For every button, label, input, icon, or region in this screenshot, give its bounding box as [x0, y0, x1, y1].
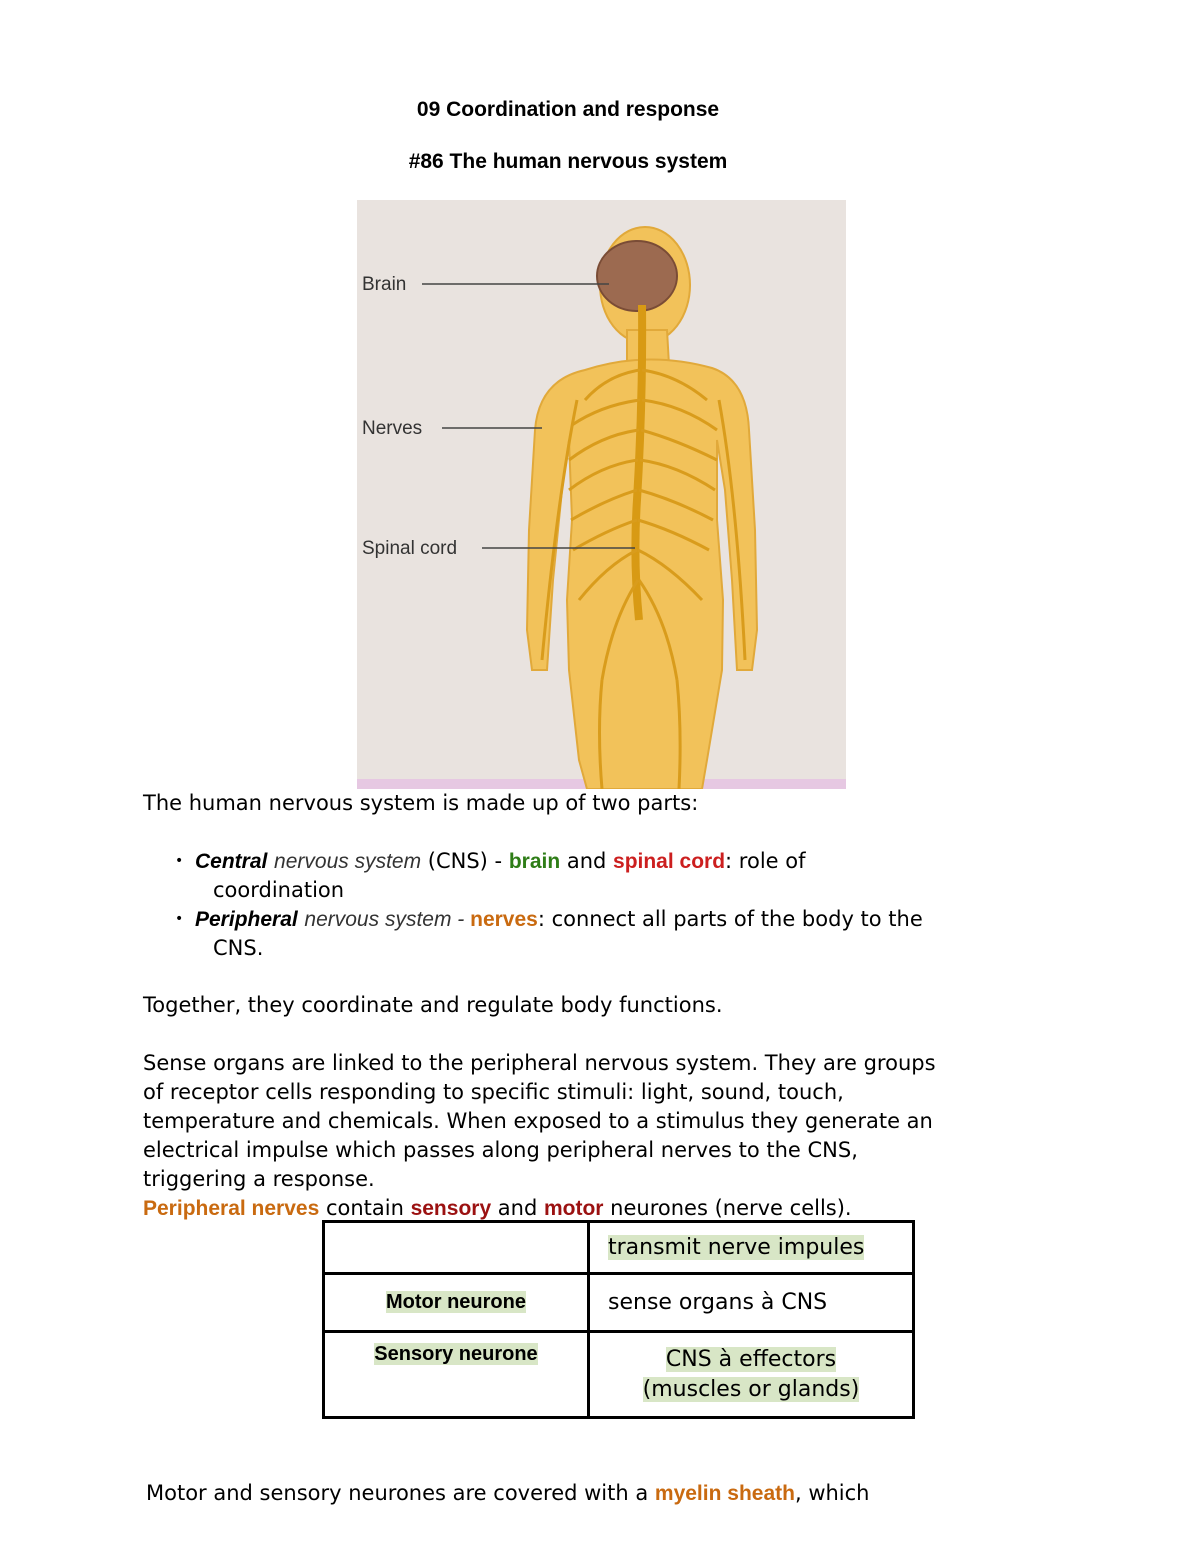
brain-shape: [597, 241, 677, 311]
cns-abbrev: (CNS) -: [421, 849, 509, 873]
table-row-label: [324, 1274, 589, 1332]
term-central: Central: [195, 850, 268, 873]
continuation-text: CNS.: [213, 936, 264, 960]
sense-paragraph: [143, 1049, 1063, 1223]
keyword-nerves: nerves: [470, 908, 538, 931]
keyword-myelin-sheath: myelin sheath: [654, 1482, 795, 1505]
intro-text: The human nervous system is made up of two parts:: [143, 791, 699, 815]
list-item: [175, 905, 1055, 963]
neurone-table: [322, 1220, 915, 1419]
table-corner-cell: [324, 1222, 589, 1274]
term-rest: nervous system -: [304, 908, 471, 931]
role-text: : role of: [725, 849, 806, 873]
peripheral-nerves-line: [143, 1194, 1063, 1223]
bullet-glyph: •: [175, 853, 184, 869]
text-line: of receptor cells responding to specific stimuli: light, sound, touch,: [143, 1080, 844, 1104]
table-row-value: [589, 1274, 914, 1332]
table-header-cell: [589, 1222, 914, 1274]
text-span: contain: [319, 1196, 411, 1220]
connector-text: and: [560, 849, 614, 873]
text-span: and: [491, 1196, 544, 1220]
together-text: Together, they coordinate and regulate body functions.: [143, 993, 723, 1017]
label-nerves: Nerves: [362, 418, 423, 439]
text-line: triggering a response.: [143, 1167, 375, 1191]
sensory-neurone-value: CNS à effectors: [665, 1346, 837, 1372]
text-span: , which: [794, 1481, 870, 1505]
text-line: temperature and chemicals. When exposed to a stimulus they generate an: [143, 1109, 933, 1133]
keyword-spinal-cord: spinal cord: [613, 850, 726, 873]
list-item: [175, 847, 1055, 905]
header-text: transmit nerve impules: [608, 1235, 865, 1260]
motor-neurone-label: Motor neurone: [386, 1291, 526, 1313]
keyword-sensory: sensory: [410, 1197, 492, 1220]
text-span: neurones (nerve cells).: [603, 1196, 852, 1220]
last-line: [146, 1479, 1066, 1508]
label-spinal-cord: Spinal cord: [362, 538, 458, 559]
keyword-peripheral-nerves: Peripheral nerves: [143, 1197, 320, 1220]
table-row-label: [324, 1332, 589, 1418]
role-text: : connect all parts of the body to the: [537, 907, 923, 931]
sensory-neurone-label: Sensory neurone: [374, 1343, 538, 1365]
sensory-neurone-value-cont: (muscles or glands): [642, 1376, 860, 1402]
nervous-system-figure: [357, 200, 846, 789]
keyword-brain: brain: [508, 850, 561, 873]
bullet-glyph: •: [175, 911, 184, 927]
term-rest: nervous system: [274, 850, 422, 873]
term-peripheral: Peripheral: [195, 908, 298, 931]
motor-neurone-value: sense organs à CNS: [608, 1290, 828, 1315]
topic-title: #86 The human nervous system: [408, 150, 728, 173]
text-span: Motor and sensory neurones are covered with a: [146, 1481, 655, 1505]
text-line: electrical impulse which passes along peripheral nerves to the CNS,: [143, 1138, 858, 1162]
unit-title: 09 Coordination and response: [416, 98, 720, 121]
keyword-motor: motor: [543, 1197, 604, 1220]
continuation-text: coordination: [213, 878, 345, 902]
table-row-value: [589, 1332, 914, 1418]
text-line: Sense organs are linked to the peripheral nervous system. They are groups: [143, 1051, 936, 1075]
parts-list: [175, 847, 1055, 963]
label-brain: Brain: [362, 274, 407, 295]
